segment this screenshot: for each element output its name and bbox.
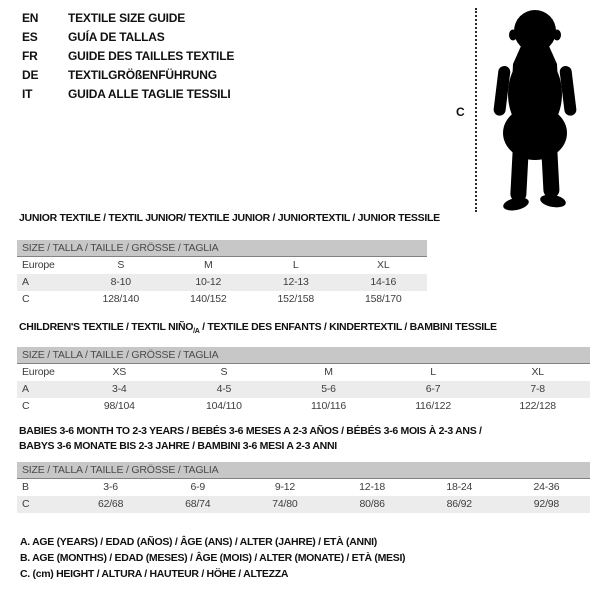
table-title-subscript: /A xyxy=(193,328,200,336)
table-title xyxy=(19,320,497,339)
language-title: TEXTILE SIZE GUIDE xyxy=(68,11,186,25)
value-cell: XL xyxy=(377,259,390,271)
height-label: C xyxy=(456,105,465,119)
value-cell: 74/80 xyxy=(272,498,298,510)
language-title: TEXTILGRÖßENFÜHRUNG xyxy=(68,68,217,82)
table-title-segment: CHILDREN'S TEXTILE / TEXTIL NIÑO xyxy=(19,321,194,333)
row-label-cell: B xyxy=(22,481,29,493)
language-list xyxy=(22,9,234,104)
value-cell: 104/110 xyxy=(206,400,242,412)
size-header-bar: SIZE / TALLA / TAILLE / GRÖSSE / TAGLIA xyxy=(17,240,427,257)
childrens-textile-table xyxy=(17,320,590,415)
legend xyxy=(20,534,405,582)
language-code: DE xyxy=(22,68,39,82)
language-title: GUIDE DES TAILLES TEXTILE xyxy=(68,49,235,63)
language-row xyxy=(22,66,234,85)
value-cell: 6-9 xyxy=(190,481,206,493)
row-label-cell: C xyxy=(22,400,30,412)
value-cell: S xyxy=(220,366,228,378)
value-cell: 92/98 xyxy=(533,498,560,510)
value-cell: 86/92 xyxy=(446,498,472,510)
value-cell: 68/74 xyxy=(185,498,211,510)
row-label-cell: A xyxy=(22,383,29,395)
table-title xyxy=(19,424,482,454)
legend-line: A. AGE (YEARS) / EDAD (AÑOS) / ÂGE (ANS) / ALTER (JAHRE) / ETÀ (ANNI) xyxy=(20,536,377,548)
value-cell: 3-6 xyxy=(103,481,118,493)
junior-textile-table xyxy=(17,211,440,308)
value-cell: M xyxy=(203,259,213,271)
value-cell: S xyxy=(117,259,125,271)
value-cell: XL xyxy=(531,366,544,378)
babies-textile-table xyxy=(17,424,590,513)
value-cell: 6-7 xyxy=(425,383,441,395)
table-row xyxy=(17,274,427,291)
value-cell: 14-16 xyxy=(370,276,397,288)
table-row xyxy=(17,479,590,496)
row-label-cell: Europe xyxy=(22,259,55,271)
language-code: EN xyxy=(22,11,39,25)
table-title-segment: BABYS 3-6 MONATE BIS 2-3 JAHRE / BAMBINI 3-6 MESI A 2-3 ANNI xyxy=(19,440,337,452)
table-title-segment: BABIES 3-6 MONTH TO 2-3 YEARS / BEBÉS 3-6 MESES A 2-3 AÑOS / BÉBÉS 3-6 MOIS À 2-3 ANS / xyxy=(19,425,482,437)
legend-line: C. (cm) HEIGHT / ALTURA / HAUTEUR / HÖHE / ALTEZZA xyxy=(20,568,289,580)
value-cell: 18-24 xyxy=(446,481,473,493)
language-code: FR xyxy=(22,49,38,63)
value-cell: XS xyxy=(112,366,127,378)
language-row xyxy=(22,47,234,66)
value-cell: 8-10 xyxy=(110,276,131,288)
language-title: GUÍA DE TALLAS xyxy=(68,30,165,44)
value-cell: 10-12 xyxy=(195,276,222,288)
row-label-cell: C xyxy=(22,293,30,305)
value-cell: L xyxy=(292,259,299,271)
value-cell: 80/86 xyxy=(359,498,385,510)
height-measure-line xyxy=(475,8,477,212)
value-cell: 128/140 xyxy=(102,293,140,305)
size-header-bar: SIZE / TALLA / TAILLE / GRÖSSE / TAGLIA xyxy=(17,347,590,364)
value-cell: M xyxy=(324,366,333,378)
value-cell: L xyxy=(430,366,436,378)
legend-line: B. AGE (MONTHS) / EDAD (MESES) / ÂGE (MOIS) / ALTER (MONATE) / ETÀ (MESI) xyxy=(20,552,406,564)
table-row xyxy=(17,496,590,513)
table-row xyxy=(17,381,590,398)
language-code: ES xyxy=(22,30,38,44)
value-cell: 116/122 xyxy=(415,400,451,412)
value-cell: 152/158 xyxy=(277,293,315,305)
table-title-segment: JUNIOR TEXTILE / TEXTIL JUNIOR/ TEXTILE JUNIOR / JUNIORTEXTIL / JUNIOR TESSILE xyxy=(19,212,440,224)
row-label-cell: A xyxy=(22,276,29,288)
baby-silhouette-icon xyxy=(487,6,587,214)
value-cell: 62/68 xyxy=(97,498,124,510)
row-label-cell: C xyxy=(22,498,30,510)
value-cell: 3-4 xyxy=(112,383,127,395)
size-header-bar: SIZE / TALLA / TAILLE / GRÖSSE / TAGLIA xyxy=(17,462,590,479)
value-cell: 110/116 xyxy=(310,400,346,412)
value-cell: 158/170 xyxy=(364,293,402,305)
language-title: GUIDA ALLE TAGLIE TESSILI xyxy=(68,87,231,101)
value-cell: 4-5 xyxy=(216,383,232,395)
value-cell: 98/104 xyxy=(103,400,135,412)
row-label-cell: Europe xyxy=(22,366,55,378)
table-row xyxy=(17,364,590,381)
language-row xyxy=(22,9,234,28)
table-row xyxy=(17,257,427,274)
table-title xyxy=(19,211,440,226)
value-cell: 9-12 xyxy=(274,481,296,493)
value-cell: 12-13 xyxy=(282,276,309,288)
value-cell: 122/128 xyxy=(519,400,556,412)
language-code: IT xyxy=(22,87,33,101)
value-cell: 7-8 xyxy=(530,383,545,395)
value-cell: 140/152 xyxy=(189,293,227,305)
value-cell: 12-18 xyxy=(359,481,386,493)
value-cell: 5-6 xyxy=(321,383,336,395)
language-row xyxy=(22,28,234,47)
table-title-segment: / TEXTILE DES ENFANTS / KINDERTEXTIL / BAMBINI TESSILE xyxy=(199,321,497,333)
language-row xyxy=(22,85,234,104)
table-row xyxy=(17,291,427,308)
table-row xyxy=(17,398,590,415)
value-cell: 24-36 xyxy=(533,481,560,493)
